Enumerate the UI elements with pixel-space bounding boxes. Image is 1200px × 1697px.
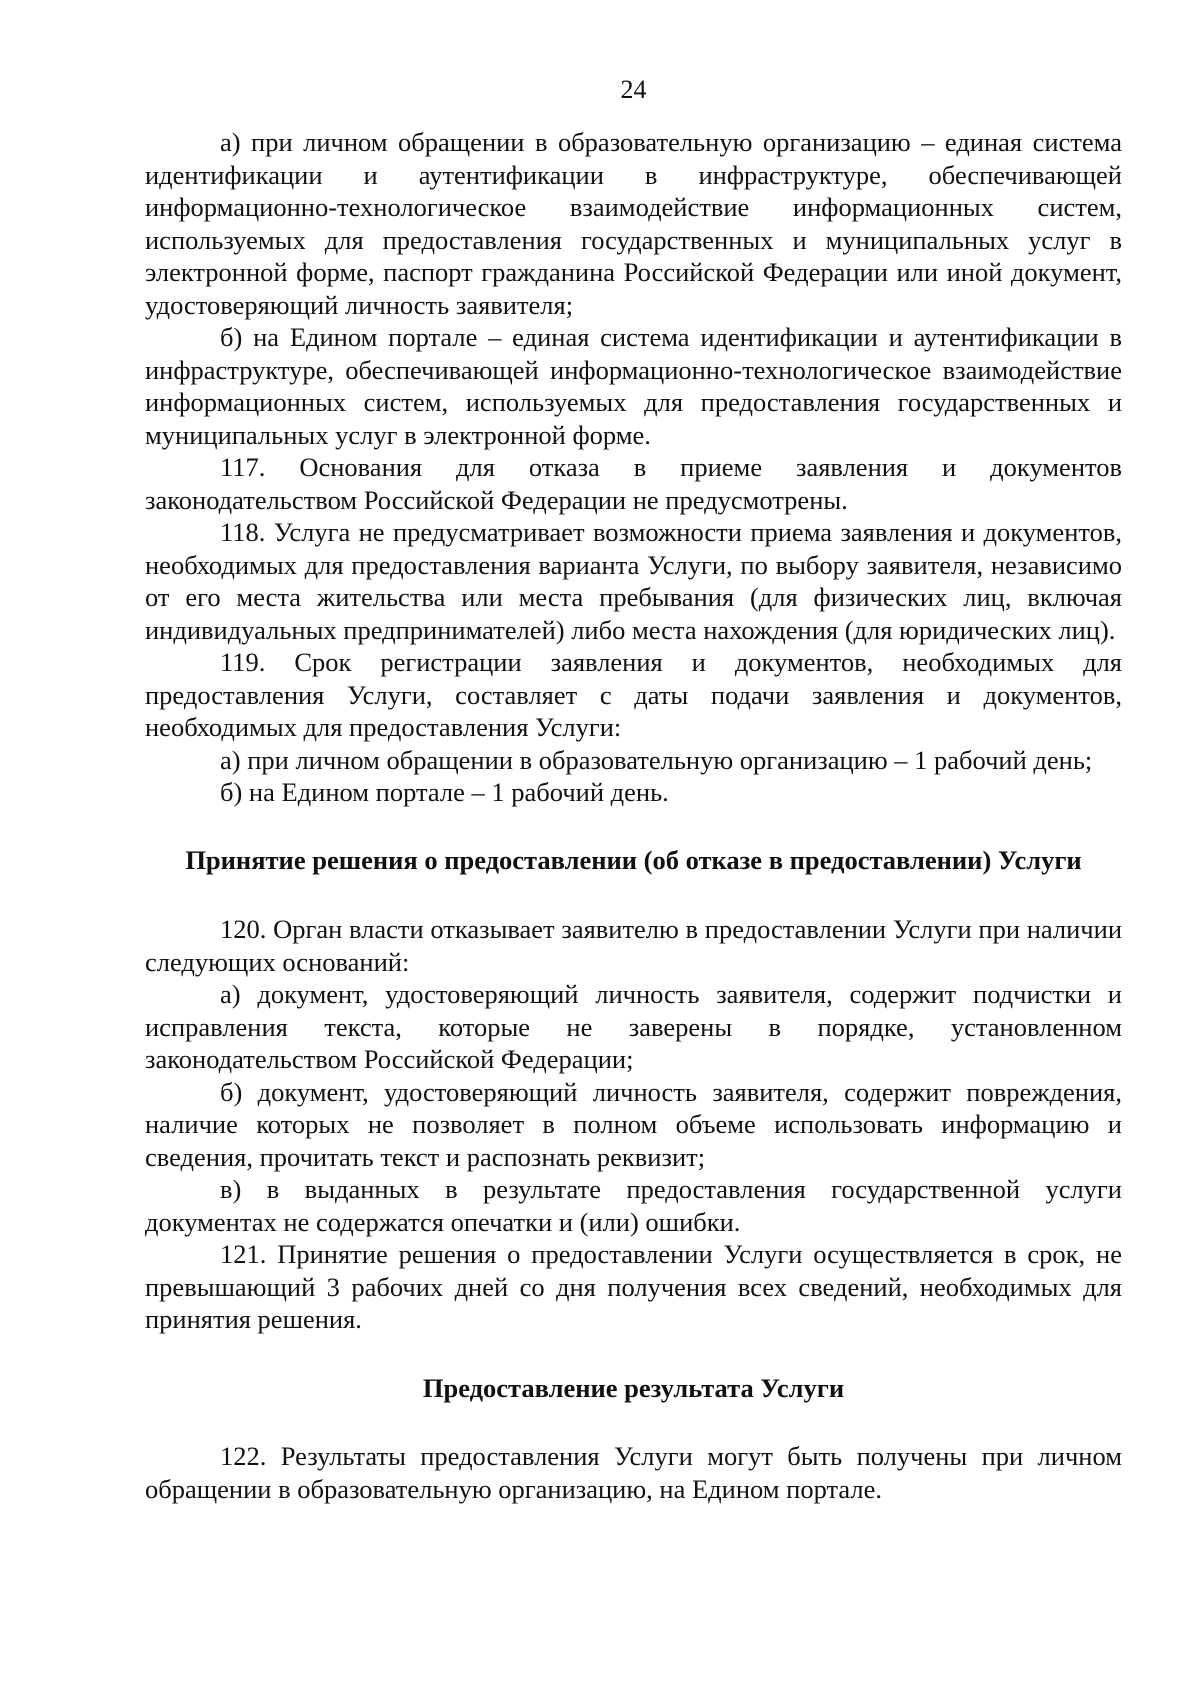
paragraph-item-b-portal: б) на Едином портале – единая система идентификации и аутентификации в инфраструктуре, обеспечивающей информационно-технологическое взаимодействие информационных систем, используемых для предоставления государственных и муниципальных услуг в электронной форме.	[145, 322, 1122, 450]
paragraph-122: 122. Результаты предоставления Услуги могут быть получены при личном обращении в образовательную организацию, на Едином портале.	[145, 1441, 1122, 1504]
page-number: 24	[620, 75, 647, 104]
paragraph-120-a: а) документ, удостоверяющий личность заявителя, содержит подчистки и исправления текста, которые не заверены в порядке, установленном законодательством Российской Федерации;	[145, 979, 1122, 1074]
document-body	[145, 126, 1122, 1505]
paragraph-119-b: б) на Едином портале – 1 рабочий день.	[220, 777, 669, 807]
paragraph-121: 121. Принятие решения о предоставлении Услуги осуществляется в срок, не превышающий 3 рабочих дней со дня получения всех сведений, необходимых для принятия решения.	[145, 1239, 1122, 1334]
paragraph-118: 118. Услуга не предусматривает возможности приема заявления и документов, необходимых для предоставления варианта Услуги, по выбору заявителя, независимо от его места жительства или места пребывания (для физических лиц, включая индивидуальных предпринимателей) либо места нахождения (для юридических лиц).	[145, 517, 1122, 645]
paragraph-120: 120. Орган власти отказывает заявителю в предоставлении Услуги при наличии следующих оснований:	[145, 914, 1122, 977]
paragraph-119: 119. Срок регистрации заявления и документов, необходимых для предоставления Услуги, составляет с даты подачи заявления и документов, необходимых для предоставления Услуги:	[145, 647, 1122, 742]
section-heading-decision: Принятие решения о предоставлении (об отказе в предоставлении) Услуги	[185, 844, 1082, 875]
paragraph-120-c: в) в выданных в результате предоставления государственной услуги документах не содержатся опечатки и (или) ошибки.	[145, 1174, 1122, 1237]
paragraph-119-a: а) при личном обращении в образовательную организацию – 1 рабочий день;	[220, 744, 1093, 775]
section-heading-result: Предоставление результата Услуги	[422, 1372, 845, 1403]
paragraph-120-b: б) документ, удостоверяющий личность заявителя, содержит повреждения, наличие которых не позволяет в полном объеме использовать информацию и сведения, прочитать текст и распознать реквизит;	[145, 1076, 1122, 1172]
paragraph-item-a-personal: а) при личном обращении в образовательную организацию – единая система идентификации и аутентификации в инфраструктуре, обеспечивающей информационно-технологическое взаимодействие информационных систем, используемых для предоставления государственных и муниципальных услуг в электронной форме, паспорт гражданина Российской Федерации или иной документ, удостоверяющий личность заявителя;	[145, 127, 1122, 320]
paragraph-117: 117. Основания для отказа в приеме заявления и документов законодательством Российской Федерации не предусмотрены.	[145, 452, 1122, 515]
